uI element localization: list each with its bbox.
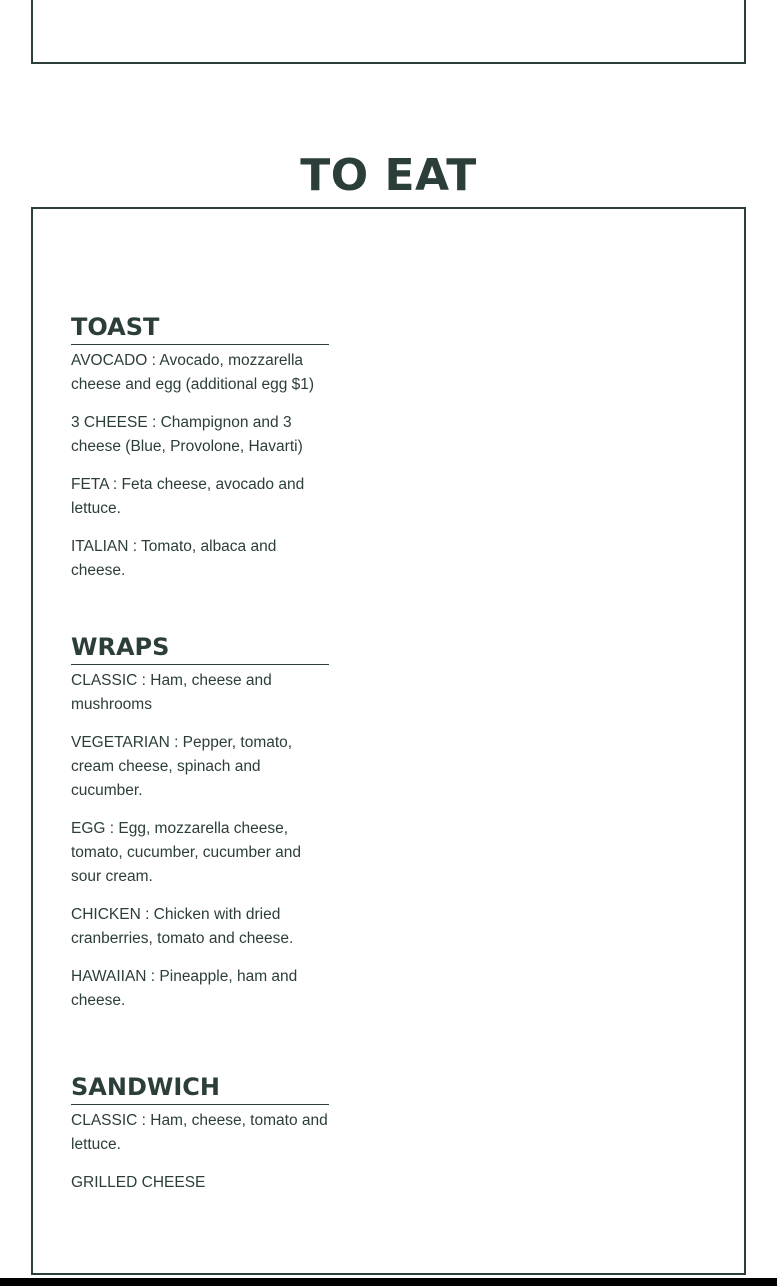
menu-item: CLASSIC : Ham, cheese and mushrooms xyxy=(71,672,272,713)
menu-item: AVOCADO : Avocado, mozzarella cheese and egg (additional egg $1) xyxy=(71,352,315,393)
menu-item: CLASSIC : Ham, cheese, tomato and lettuce. xyxy=(71,1112,328,1153)
menu-item: EGG : Egg, mozzarella cheese, tomato, cucumber, cucumber and sour cream. xyxy=(71,820,302,885)
menu-item: FETA : Feta cheese, avocado and lettuce. xyxy=(71,476,305,517)
category-heading: WRAPS xyxy=(71,632,329,665)
menu-item: CHICKEN : Chicken with dried cranberries, tomato and cheese. xyxy=(71,906,294,947)
menu-item: VEGETARIAN : Pepper, tomato, cream cheese, spinach and cucumber. xyxy=(71,734,293,799)
menu-item-list xyxy=(71,665,329,1013)
category-toast xyxy=(71,312,329,583)
menu-item: HAWAIIAN : Pineapple, ham and cheese. xyxy=(71,968,298,1009)
previous-section-box xyxy=(31,0,746,64)
category-heading: TOAST xyxy=(71,312,329,345)
bottom-edge-bar xyxy=(0,1278,777,1286)
category-sandwich xyxy=(71,1072,329,1195)
menu-item: GRILLED CHEESE xyxy=(71,1174,206,1191)
category-wraps xyxy=(71,632,329,1013)
menu-item-list xyxy=(71,1105,329,1195)
section-title: TO EAT xyxy=(300,150,477,201)
menu-item-list xyxy=(71,345,329,583)
menu-item: 3 CHEESE : Champignon and 3 cheese (Blue, Provolone, Havarti) xyxy=(71,414,303,455)
menu-item: ITALIAN : Tomato, albaca and cheese. xyxy=(71,538,277,579)
category-heading: SANDWICH xyxy=(71,1072,329,1105)
